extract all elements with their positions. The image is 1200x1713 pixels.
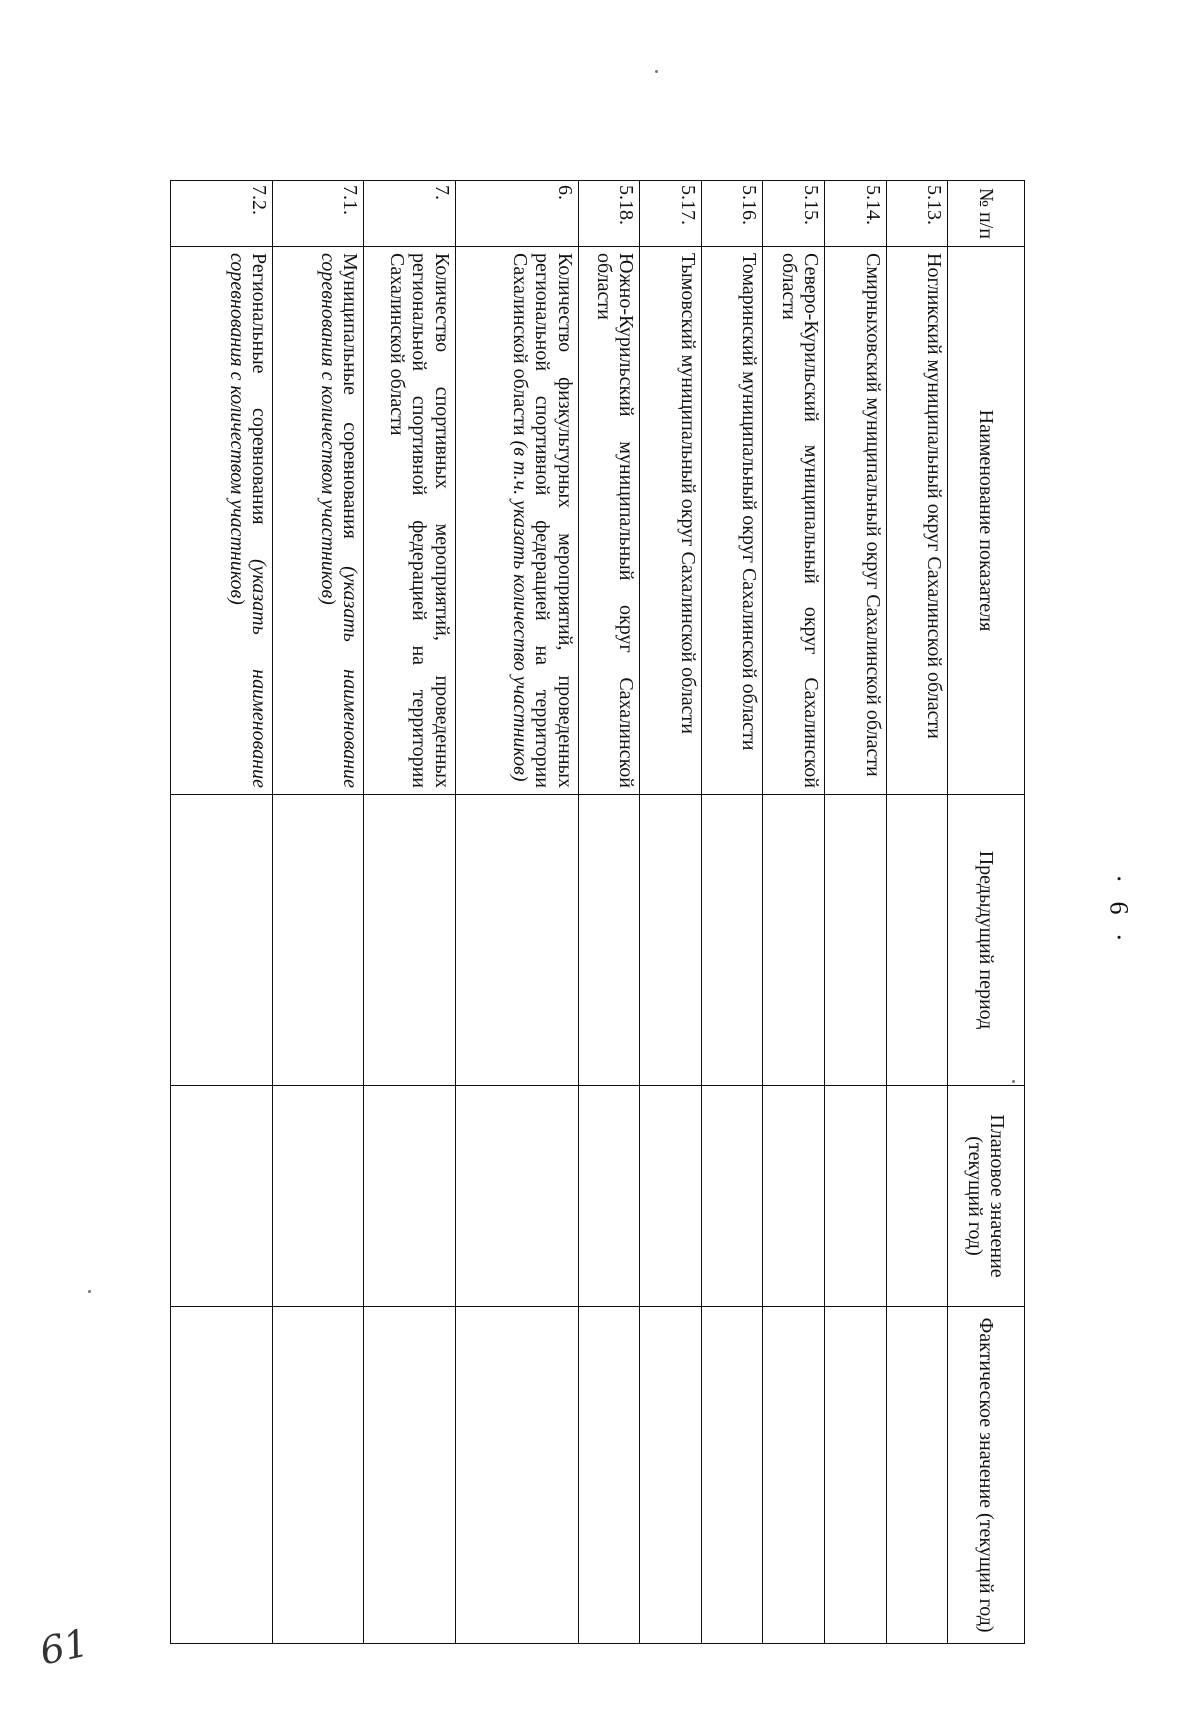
- table-row: [640, 181, 702, 1644]
- row-name-cell: [171, 247, 273, 795]
- table-row: [578, 181, 640, 1644]
- cell-fact: [640, 1307, 702, 1644]
- row-name: Муниципальные соревнования: [339, 253, 362, 539]
- row-num: 5.18.: [578, 181, 640, 247]
- cell-plan: [273, 1086, 364, 1307]
- cell-prev: [578, 795, 640, 1086]
- cell-prev: [171, 795, 273, 1086]
- row-num: 5.14.: [824, 181, 886, 247]
- row-note: (указать наименование соревнования с количеством участников): [317, 253, 362, 788]
- cell-fact: [886, 1307, 948, 1644]
- cell-fact: [455, 1307, 578, 1644]
- row-name: Региональные соревнования: [248, 253, 271, 525]
- cell-plan: [886, 1086, 948, 1307]
- row-num: 5.13.: [886, 181, 948, 247]
- cell-prev: [364, 795, 455, 1086]
- row-name: Смирныховский муниципальный округ Сахалинской области: [824, 247, 886, 795]
- table-row: [701, 181, 763, 1644]
- cell-plan: [364, 1086, 455, 1307]
- row-note: (указать наименование соревнования с количеством участников): [225, 253, 271, 788]
- indicator-table: [170, 180, 1025, 1644]
- cell-plan: [701, 1086, 763, 1307]
- row-name: Северо-Курильский муниципальный округ Сахалинской области: [763, 247, 825, 795]
- cell-plan: [824, 1086, 886, 1307]
- header-name: Наименование показателя: [948, 247, 1025, 795]
- cell-prev: [455, 795, 578, 1086]
- cell-fact: [273, 1307, 364, 1644]
- header-num: № п/п: [948, 181, 1025, 247]
- handwritten-page-mark: 61: [35, 1620, 93, 1674]
- row-name-cell: [273, 247, 364, 795]
- row-name: Ногликский муниципальный округ Сахалинской области: [886, 247, 948, 795]
- row-num: 7.2.: [171, 181, 273, 247]
- table-row: [455, 181, 578, 1644]
- cell-prev: [701, 795, 763, 1086]
- table-row: [364, 181, 455, 1644]
- table-row: [171, 181, 273, 1644]
- page-number: · 6 ·: [1104, 874, 1134, 948]
- table-row: [886, 181, 948, 1644]
- scan-speck: [655, 70, 658, 73]
- row-name-cell: [455, 247, 578, 795]
- row-num: 5.15.: [763, 181, 825, 247]
- cell-plan: [171, 1086, 273, 1307]
- rotated-table-wrapper: [170, 180, 1025, 1643]
- cell-plan: [578, 1086, 640, 1307]
- row-num: 7.1.: [273, 181, 364, 247]
- row-note: (в т.ч. указать количество участников): [509, 440, 532, 782]
- cell-plan: [455, 1086, 578, 1307]
- table-header-row: [948, 181, 1025, 1644]
- cell-plan: [763, 1086, 825, 1307]
- cell-fact: [824, 1307, 886, 1644]
- row-num: 5.16.: [701, 181, 763, 247]
- header-plan-value: Плановое значение (текущий год): [948, 1086, 1025, 1307]
- table-row: [824, 181, 886, 1644]
- row-name: Южно-Курильский муниципальный округ Сахалинской области: [578, 247, 640, 795]
- row-name: Количество спортивных мероприятий, проведенных региональной спортивной федерацией на территории Сахалинской области: [364, 247, 455, 795]
- cell-plan: [640, 1086, 702, 1307]
- cell-fact: [763, 1307, 825, 1644]
- row-num: 7.: [364, 181, 455, 247]
- cell-fact: [364, 1307, 455, 1644]
- header-prev-period: Предыдущий период: [948, 795, 1025, 1086]
- row-name: Томаринский муниципальный округ Сахалинской области: [701, 247, 763, 795]
- cell-prev: [886, 795, 948, 1086]
- row-num: 5.17.: [640, 181, 702, 247]
- cell-prev: [640, 795, 702, 1086]
- cell-prev: [824, 795, 886, 1086]
- cell-prev: [763, 795, 825, 1086]
- scan-speck: [88, 1290, 91, 1293]
- cell-fact: [171, 1307, 273, 1644]
- cell-fact: [578, 1307, 640, 1644]
- header-fact-value: Фактическое значение (текущий год): [948, 1307, 1025, 1644]
- table-row: [763, 181, 825, 1644]
- row-name: Количество физкультурных мероприятий, проведенных региональной спортивной федерацией на территории Сахалинской области: [509, 253, 576, 788]
- table-row: [273, 181, 364, 1644]
- row-name: Тымовский муниципальный округ Сахалинской области: [640, 247, 702, 795]
- cell-fact: [701, 1307, 763, 1644]
- cell-prev: [273, 795, 364, 1086]
- row-num: 6.: [455, 181, 578, 247]
